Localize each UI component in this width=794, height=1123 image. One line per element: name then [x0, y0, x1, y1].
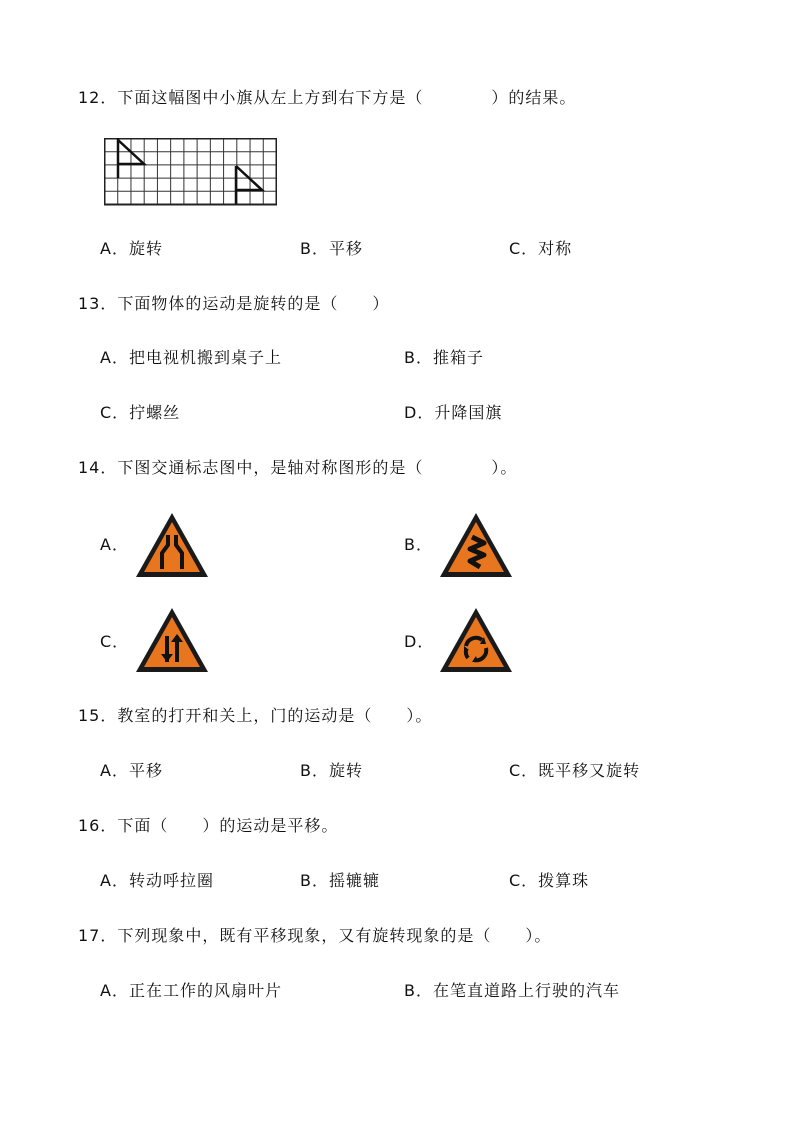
q14-option-a[interactable]: A． [100, 535, 129, 554]
q13-option-a[interactable]: A．把电视机搬到桌子上 [100, 348, 282, 367]
q15-option-c[interactable]: C．既平移又旋转 [509, 761, 641, 780]
q15-option-a[interactable]: A．平移 [100, 761, 163, 780]
question-14-text: 14．下图交通标志图中，是轴对称图形的是（ ）。 [78, 458, 518, 477]
question-13-text: 13．下面物体的运动是旋转的是（ ） [78, 294, 390, 313]
q14-option-c[interactable]: C． [100, 632, 130, 651]
q16-option-b[interactable]: B．摇辘辘 [300, 871, 380, 890]
roundabout-sign-icon[interactable] [436, 604, 516, 676]
question-16-text: 16．下面（ ）的运动是平移。 [78, 816, 339, 835]
q13-option-b[interactable]: B．推箱子 [404, 348, 484, 367]
two-way-traffic-sign-icon[interactable] [132, 604, 212, 676]
q16-option-c[interactable]: C．拨算珠 [509, 871, 590, 890]
flag-end-icon [236, 166, 262, 204]
q17-option-a[interactable]: A．正在工作的风扇叶片 [100, 981, 282, 1000]
q14-option-b[interactable]: B． [404, 535, 433, 554]
q17-option-b[interactable]: B．在笔直道路上行驶的汽车 [404, 981, 620, 1000]
q12-option-a[interactable]: A．旋转 [100, 239, 163, 258]
q13-option-d[interactable]: D．升降国旗 [404, 403, 503, 422]
q15-option-b[interactable]: B．旋转 [300, 761, 363, 780]
question-15-text: 15．教室的打开和关上，门的运动是（ ）。 [78, 706, 433, 725]
flag-translation-grid [104, 138, 277, 206]
question-12-text: 12．下面这幅图中小旗从左上方到右下方是（ ）的结果。 [78, 88, 577, 107]
q13-option-c[interactable]: C．拧螺丝 [100, 403, 181, 422]
q12-option-c[interactable]: C．对称 [509, 239, 573, 258]
road-narrows-sign-icon[interactable] [132, 509, 212, 581]
question-17-text: 17．下列现象中，既有平移现象，又有旋转现象的是（ ）。 [78, 926, 552, 945]
crosswind-sign-icon[interactable] [436, 509, 516, 581]
q16-option-a[interactable]: A．转动呼拉圈 [100, 871, 214, 890]
q14-option-d[interactable]: D． [404, 632, 435, 651]
q12-option-b[interactable]: B．平移 [300, 239, 363, 258]
